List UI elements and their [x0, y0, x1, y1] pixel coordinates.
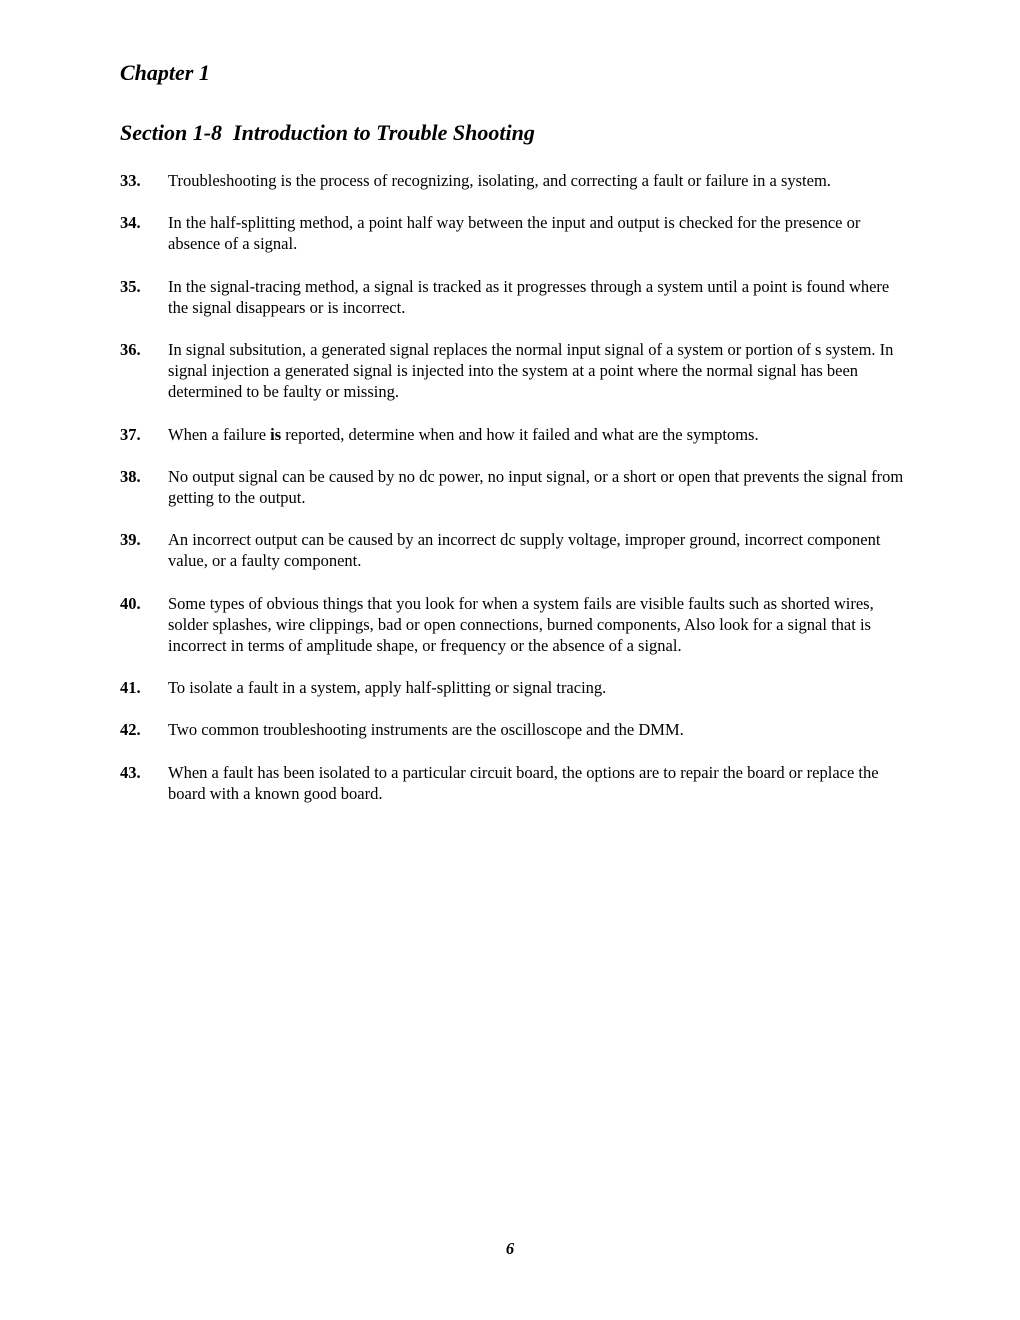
item-number: 42. — [120, 720, 141, 740]
item-text-start: When a failure — [168, 424, 271, 444]
list-item — [120, 677, 910, 698]
item-text: No output signal can be caused by no dc power, no input signal, or a short or open that prevents the signal from getting to the output. — [168, 466, 904, 508]
list-item — [120, 276, 910, 318]
item-number: 43. — [120, 762, 141, 782]
item-text: Some types of obvious things that you look for when a system fails are visible faults such as shorted wires, solder splashes, wire clippings, bad or open connections, burned components, Also look for a signal that is incorrect in terms of amplitude shape, or frequency or the absence of a signal. — [168, 593, 874, 656]
item-text-bold: is — [270, 424, 282, 444]
list-item — [120, 212, 910, 254]
item-text: Troubleshooting is the process of recognizing, isolating, and correcting a fault or failure in a system. — [168, 171, 831, 190]
item-text — [168, 424, 910, 445]
page-number: 6 — [505, 1239, 515, 1258]
list-item — [120, 170, 910, 191]
item-text: To isolate a fault in a system, apply half-splitting or signal tracing. — [168, 678, 607, 698]
item-number: 39. — [120, 530, 141, 550]
item-text: Two common troubleshooting instruments are the oscilloscope and the DMM. — [168, 720, 684, 740]
item-number: 36. — [120, 340, 141, 360]
item-number: 33. — [120, 171, 141, 190]
chapter-title: Chapter 1 — [120, 60, 210, 85]
list-item — [120, 593, 910, 657]
item-number: 41. — [120, 678, 141, 698]
item-text-end: reported, determine when and how it failed and what are the symptoms. — [281, 424, 759, 444]
list-item — [120, 719, 910, 740]
list-item — [120, 466, 910, 508]
list-item — [120, 762, 910, 804]
item-text: When a fault has been isolated to a particular circuit board, the options are to repair the board or replace the board with a known good board. — [168, 762, 879, 803]
item-text: An incorrect output can be caused by an incorrect dc supply voltage, improper ground, incorrect component value, or a faulty component. — [168, 530, 881, 571]
answer-list — [120, 170, 910, 825]
item-text: In the signal-tracing method, a signal is tracked as it progresses through a system until a point is found where the signal disappears or is incorrect. — [168, 276, 890, 317]
item-number: 38. — [120, 466, 141, 486]
list-item — [120, 529, 910, 571]
section-title: Section 1-8 Introduction to Trouble Shooting — [120, 120, 535, 145]
item-text: In the half-splitting method, a point half way between the input and output is checked for the presence or absence of a signal. — [168, 213, 861, 254]
item-text: In signal subsitution, a generated signal replaces the normal input signal of a system or portion of s system. In signal injection a generated signal is injected into the system at a point where the normal signal has been determined to be faulty or missing. — [168, 340, 894, 402]
item-number: 37. — [120, 424, 141, 444]
item-number: 40. — [120, 593, 141, 613]
list-item — [120, 424, 910, 445]
item-number: 34. — [120, 213, 141, 233]
item-number: 35. — [120, 276, 141, 296]
list-item — [120, 339, 910, 403]
